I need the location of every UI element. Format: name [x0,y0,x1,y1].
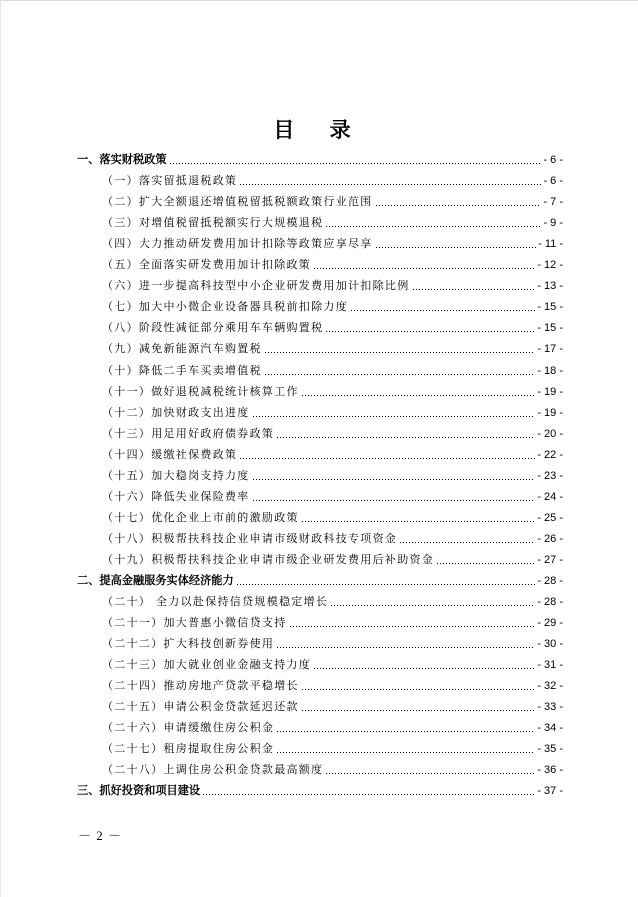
toc-entry-page: - 11 - [538,238,563,251]
toc-dot-leader [202,793,535,796]
toc-entry-label: （十九）积极帮扶科技企业申请市级企业研发费用后补助资金 [102,552,435,566]
toc-dot-leader [330,604,535,607]
toc-entry-label: （九）减免新能源汽车购置税 [102,342,262,356]
toc-subsection-entry[interactable] [77,526,563,547]
toc-dot-leader [276,751,535,754]
toc-entry-label: （二十四）推动房地产贷款平稳增长 [102,679,299,693]
toc-subsection-entry[interactable] [77,631,563,652]
toc-entry-label: （十四）缓缴社保费政策 [102,447,238,461]
toc-entry-label: （十二）加快财政支出进度 [102,405,250,419]
toc-entry-label: 二、提高金融服务实体经济能力 [77,573,234,587]
footer-page-number: － 2 － [78,828,123,843]
toc-entry-label: （二十三）加大就业创业金融支持力度 [102,658,312,672]
toc-entry-page: - 9 - [543,217,563,230]
toc-subsection-entry[interactable] [77,168,563,189]
toc-dot-leader [276,436,535,439]
toc-subsection-entry[interactable] [77,484,563,505]
toc-entry-page: - 6 - [543,175,563,188]
toc-subsection-entry[interactable] [77,252,563,273]
toc-entry-page: - 33 - [537,701,563,714]
toc-entry-page: - 22 - [537,448,563,461]
toc-list [77,147,563,799]
toc-dot-leader [313,267,535,270]
toc-entry-page: - 34 - [537,722,563,735]
toc-entry-page: - 31 - [537,659,563,672]
toc-dot-leader [239,457,535,460]
toc-entry-page: - 19 - [537,385,563,398]
toc-dot-leader [325,225,541,228]
toc-entry-label: （四）大力推动研发费用加计扣除等政策应享尽享 [102,237,373,251]
toc-subsection-entry[interactable] [77,357,563,378]
toc-subsection-entry[interactable] [77,463,563,484]
toc-entry-page: - 27 - [537,553,563,566]
toc-subsection-entry[interactable] [77,210,563,231]
toc-entry-label: （五）全面落实研发费用加计扣除政策 [102,258,312,272]
toc-entry-page: - 28 - [537,596,563,609]
toc-entry-label: （二十八）上调住房公积金贷款最高额度 [102,763,324,777]
toc-subsection-entry[interactable] [77,736,563,757]
toc-dot-leader [313,667,535,670]
toc-dot-leader [301,520,536,523]
toc-dot-leader [325,330,535,333]
toc-subsection-entry[interactable] [77,715,563,736]
toc-dot-leader [236,583,536,586]
toc-entry-label: （二十七）租房提取住房公积金 [102,742,275,756]
toc-dot-leader [264,373,535,376]
toc-dot-leader [436,562,535,565]
toc-subsection-entry[interactable] [77,294,563,315]
toc-entry-label: （二十一）加大普惠小微信贷支持 [102,616,287,630]
toc-entry-label: （六）进一步提高科技型中小企业研发费用加计扣除比例 [102,279,410,293]
toc-dot-leader [301,709,536,712]
toc-entry-label: 一、落实财税政策 [77,153,167,167]
toc-entry-page: - 6 - [543,154,563,167]
toc-section-entry[interactable] [77,147,563,168]
toc-entry-label: （十五）加大稳岗支持力度 [102,468,250,482]
toc-dot-leader [264,351,535,354]
toc-section-entry[interactable] [77,778,563,799]
toc-subsection-entry[interactable] [77,273,563,294]
toc-subsection-entry[interactable] [77,652,563,673]
toc-entry-page: - 19 - [537,406,563,419]
toc-entry-label: （一）落实留抵退税政策 [102,174,238,188]
toc-entry-page: - 36 - [537,764,563,777]
toc-entry-page: - 20 - [537,427,563,440]
toc-entry-label: （十七）优化企业上市前的激励政策 [102,510,299,524]
toc-entry-label: （三）对增值税留抵税额实行大规模退税 [102,216,324,230]
toc-entry-page: - 25 - [537,511,563,524]
toc-dot-leader [301,688,536,691]
toc-dot-leader [399,541,535,544]
toc-entry-label: （二十六）申请缓缴住房公积金 [102,721,275,735]
toc-subsection-entry[interactable] [77,421,563,442]
toc-entry-page: - 17 - [537,343,563,356]
toc-subsection-entry[interactable] [77,589,563,610]
toc-entry-page: - 18 - [537,364,563,377]
toc-dot-leader [350,309,535,312]
toc-entry-page: - 23 - [537,469,563,482]
toc-entry-page: - 12 - [537,259,563,272]
toc-entry-page: - 32 - [537,680,563,693]
toc-subsection-entry[interactable] [77,379,563,400]
toc-entry-label: （二十） 全力以赴保持信贷规模稳定增长 [102,595,329,609]
toc-subsection-entry[interactable] [77,505,563,526]
toc-entry-page: - 37 - [537,785,563,798]
toc-dot-leader [301,394,536,397]
toc-dot-leader [276,646,535,649]
toc-entry-page: - 26 - [537,532,563,545]
toc-dot-leader [252,415,536,418]
toc-subsection-entry[interactable] [77,231,563,252]
toc-entry-page: - 24 - [537,490,563,503]
toc-title: 目 录 [273,117,365,142]
toc-dot-leader [169,162,542,165]
toc-subsection-entry[interactable] [77,336,563,357]
toc-entry-label: （十）降低二手车买卖增值税 [102,363,262,377]
toc-dot-leader [239,183,541,186]
toc-entry-label: 三、抓好投资和项目建设 [77,784,201,798]
toc-subsection-entry[interactable] [77,189,563,210]
toc-dot-leader [252,478,536,481]
toc-dot-leader [276,730,535,733]
toc-subsection-entry[interactable] [77,442,563,463]
toc-subsection-entry[interactable] [77,547,563,568]
toc-entry-page: - 15 - [537,301,563,314]
toc-subsection-entry[interactable] [77,757,563,778]
toc-dot-leader [252,499,536,502]
page-top-edge [0,0,638,1]
toc-entry-label: （二十二）扩大科技创新券使用 [102,637,275,651]
toc-entry-label: （十八）积极帮扶科技企业申请市级财政科技专项资金 [102,531,398,545]
toc-dot-leader [325,772,535,775]
toc-entry-label: （二）扩大全额退还增值税留抵税额政策行业范围 [102,195,373,209]
toc-entry-page: - 15 - [537,322,563,335]
toc-subsection-entry[interactable] [77,694,563,715]
toc-entry-page: - 7 - [543,196,563,209]
toc-dot-leader [289,625,536,628]
toc-entry-page: - 13 - [537,280,563,293]
toc-dot-leader [412,288,536,291]
toc-entry-label: （十一）做好退税减税统计核算工作 [102,384,299,398]
toc-subsection-entry[interactable] [77,673,563,694]
toc-dot-leader [375,204,542,207]
toc-entry-page: - 30 - [537,638,563,651]
toc-entry-page: - 35 - [537,743,563,756]
toc-section-entry[interactable] [77,568,563,589]
toc-subsection-entry[interactable] [77,400,563,421]
toc-entry-label: （七）加大中小微企业设备器具税前扣除力度 [102,300,348,314]
toc-entry-label: （十六）降低失业保险费率 [102,489,250,503]
toc-entry-label: （十三）用足用好政府债券政策 [102,426,275,440]
toc-entry-label: （八）阶段性减征部分乘用车车辆购置税 [102,321,324,335]
toc-subsection-entry[interactable] [77,610,563,631]
toc-entry-label: （二十五）申请公积金贷款延迟还款 [102,700,299,714]
toc-entry-page: - 28 - [537,574,563,587]
toc-dot-leader [375,246,537,249]
toc-subsection-entry[interactable] [77,315,563,336]
toc-entry-page: - 29 - [537,617,563,630]
